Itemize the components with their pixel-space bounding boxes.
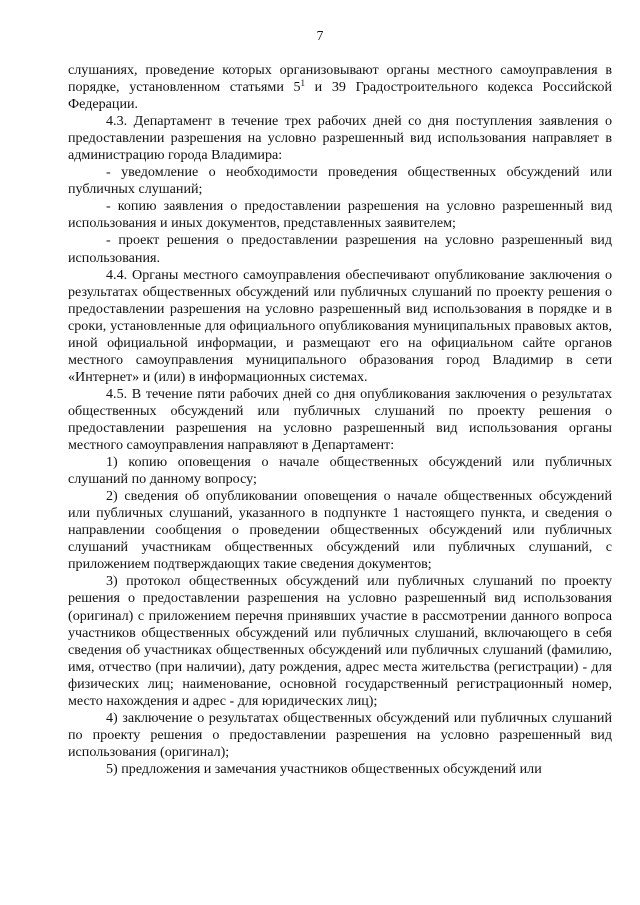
paragraph xyxy=(68,573,612,709)
paragraph-text: - проект решения о предоставлении разрешения на условно разрешенный вид использования. xyxy=(68,232,612,266)
paragraph-text: слушаниях, проведение которых организовывают органы местного самоуправления в порядке, установленном статьями 5 xyxy=(68,62,612,96)
superscript: 1 xyxy=(300,78,306,89)
paragraph-text: и 39 Градостроительного кодекса Российской Федерации. xyxy=(68,79,612,113)
document-body xyxy=(68,62,612,778)
paragraph xyxy=(68,710,612,761)
paragraph-text: 5) предложения и замечания участников общественных обсуждений или xyxy=(106,760,542,777)
page-number: 7 xyxy=(316,28,324,43)
paragraph-text: 4.3. Департамент в течение трех рабочих дней со дня поступления заявления о предоставлении разрешения на условно разрешенный вид использования направляет в администрацию города Владимира: xyxy=(68,113,612,164)
paragraph-text: 1) копию оповещения о начале общественных обсуждений или публичных слушаний по данному вопросу; xyxy=(68,454,612,488)
paragraph-text: 3) протокол общественных обсуждений или публичных слушаний по проекту решения о предоставлении разрешения на условно разрешенный вид использования (оригинал) с приложением перечня принявших участие в рассмотрении данного вопроса участников общественных обсуждений или публичных слушаний, включающего в себя сведения об участниках общественных обсуждений или публичных слушаний (фамилию, имя, отчество (при наличии), дату рождения, адрес места жительства (регистрации) - для физических лиц; наименование, основной государственный регистрационный номер, место нахождения и адрес - для юридических лиц); xyxy=(68,573,612,709)
paragraph xyxy=(68,386,612,454)
paragraph xyxy=(68,454,612,488)
paragraph-text: - уведомление о необходимости проведения общественных обсуждений или публичных слушаний; xyxy=(68,164,612,198)
paragraph xyxy=(68,198,612,232)
paragraph xyxy=(68,761,612,778)
paragraph xyxy=(68,164,612,198)
paragraph xyxy=(68,267,612,386)
paragraph xyxy=(68,232,612,266)
paragraph-text: - копию заявления о предоставлении разрешения на условно разрешенный вид использования и иных документов, представленных заявителем; xyxy=(68,198,612,232)
paragraph-text: 4.5. В течение пяти рабочих дней со дня опубликования заключения о результатах общественных обсуждений или публичных слушаний по проекту решения о предоставлении разрешения на условно разрешенный вид использования органы местного самоуправления направляют в Департамент: xyxy=(68,385,612,454)
paragraph xyxy=(68,488,612,573)
paragraph xyxy=(68,113,612,164)
paragraph-text: 4.4. Органы местного самоуправления обеспечивают опубликование заключения о результатах общественных обсуждений или публичных слушаний по проекту решения о предоставлении разрешения на условно разрешенный вид использования в порядке и в сроки, установленные для официального опубликования муниципальных правовых актов, иной официальной информации, и размещают его на официальном сайте органов местного самоуправления муниципального образования город Владимир в сети «Интернет» и (или) в информационных системах. xyxy=(68,266,612,385)
paragraph xyxy=(68,62,612,113)
paragraph-text: 2) сведения об опубликовании оповещения о начале общественных обсуждений или публичных слушаний, указанного в подпункте 1 настоящего пункта, и сведения о направлении сообщения о проведении общественных обсуждений или публичных слушаний участникам общественных обсуждений или публичных слушаний, с приложением подтверждающих такие сведения документов; xyxy=(68,488,612,573)
paragraph-text: 4) заключение о результатах общественных обсуждений или публичных слушаний по проекту решения о предоставлении разрешения на условно разрешенный вид использования (оригинал); xyxy=(68,709,612,760)
